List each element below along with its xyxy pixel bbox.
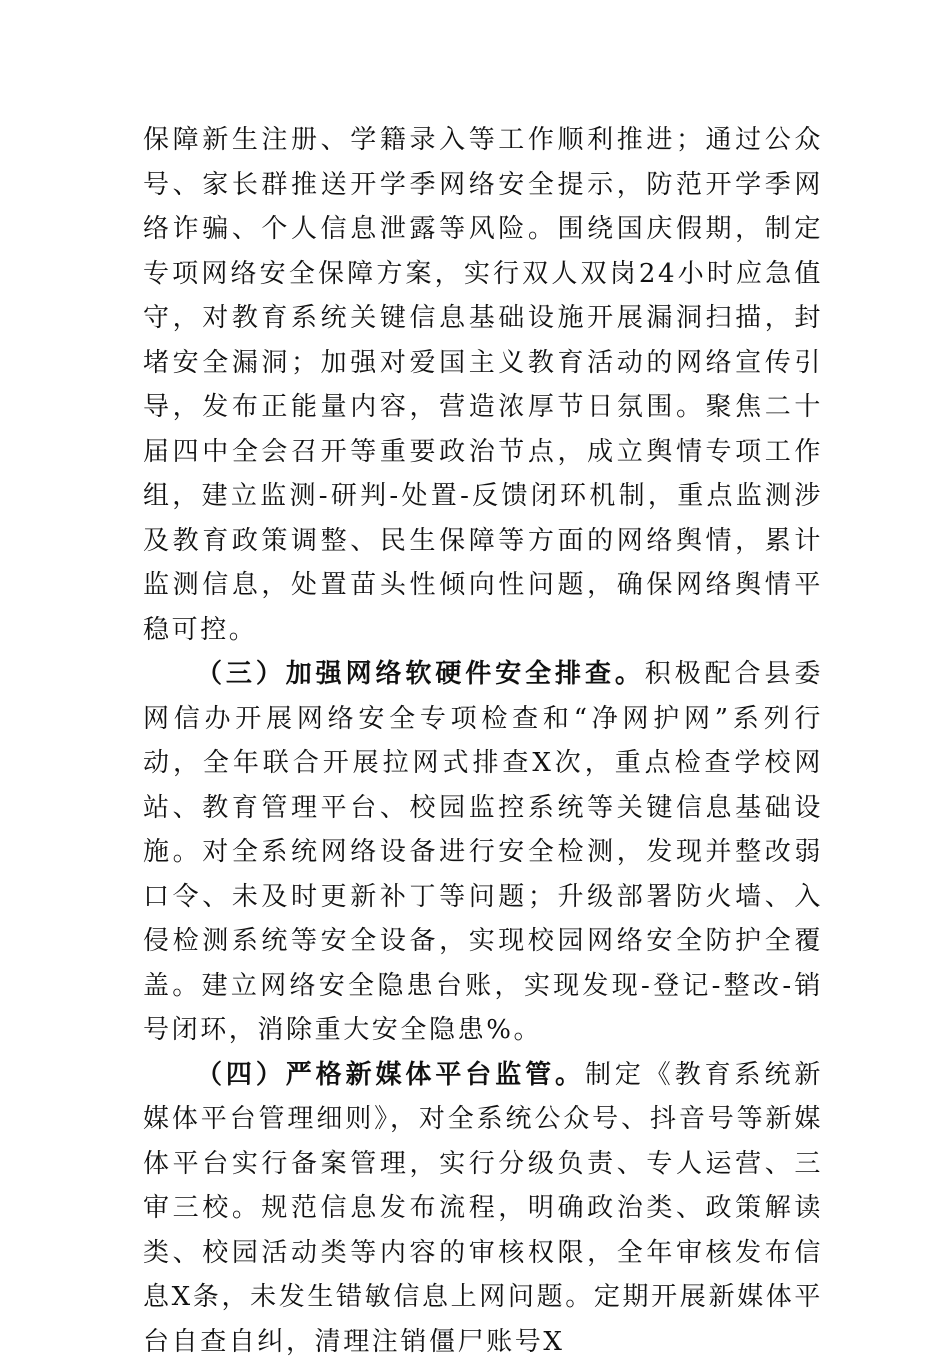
section-heading: （三）加强网络软硬件安全排查。 bbox=[196, 659, 645, 689]
paragraph-text: 保障新生注册、学籍录入等工作顺利推进；通过公众号、家长群推送开学季网络安全提示，防范开学季网络诈骗、个人信息泄露等风险。围绕国庆假期，制定专项网络安全保障方案，实行双人双岗24小时应急值守，对教育系统关键信息基础设施开展漏洞扫描，封堵安全漏洞；加强对爱国主义教育活动的网络宣传引导，发布正能量内容，营造浓厚节日氛围。聚焦二十届四中全会召开等重要政治节点，成立舆情专项工作组，建立监测-研判-处置-反馈闭环机制，重点监测涉及教育政策调整、民生保障等方面的网络舆情，累计监测信息，处置苗头性倾向性问题，确保网络舆情平稳可控。 bbox=[143, 125, 823, 645]
paragraph-section-4 bbox=[143, 1053, 823, 1364]
section-heading: （四）严格新媒体平台监管。 bbox=[196, 1060, 585, 1090]
paragraph-continuation bbox=[143, 118, 823, 652]
document-page bbox=[143, 118, 823, 1364]
paragraph-section-3 bbox=[143, 652, 823, 1053]
paragraph-text: 积极配合县委网信办开展网络安全专项检查和“净网护网”系列行动，全年联合开展拉网式排查X次，重点检查学校网站、教育管理平台、校园监控系统等关键信息基础设施。对全系统网络设备进行安全检测，发现并整改弱口令、未及时更新补丁等问题；升级部署防火墙、入侵检测系统等安全设备，实现校园网络安全防护全覆盖。建立网络安全隐患台账，实现发现-登记-整改-销号闭环，消除重大安全隐患%。 bbox=[143, 659, 823, 1045]
paragraph-text: 制定《教育系统新媒体平台管理细则》，对全系统公众号、抖音号等新媒体平台实行备案管理，实行分级负责、专人运营、三审三校。规范信息发布流程，明确政治类、政策解读类、校园活动类等内容的审核权限，全年审核发布信息X条，未发生错敏信息上网问题。定期开展新媒体平台自查自纠，清理注销僵尸账号X bbox=[143, 1060, 823, 1357]
